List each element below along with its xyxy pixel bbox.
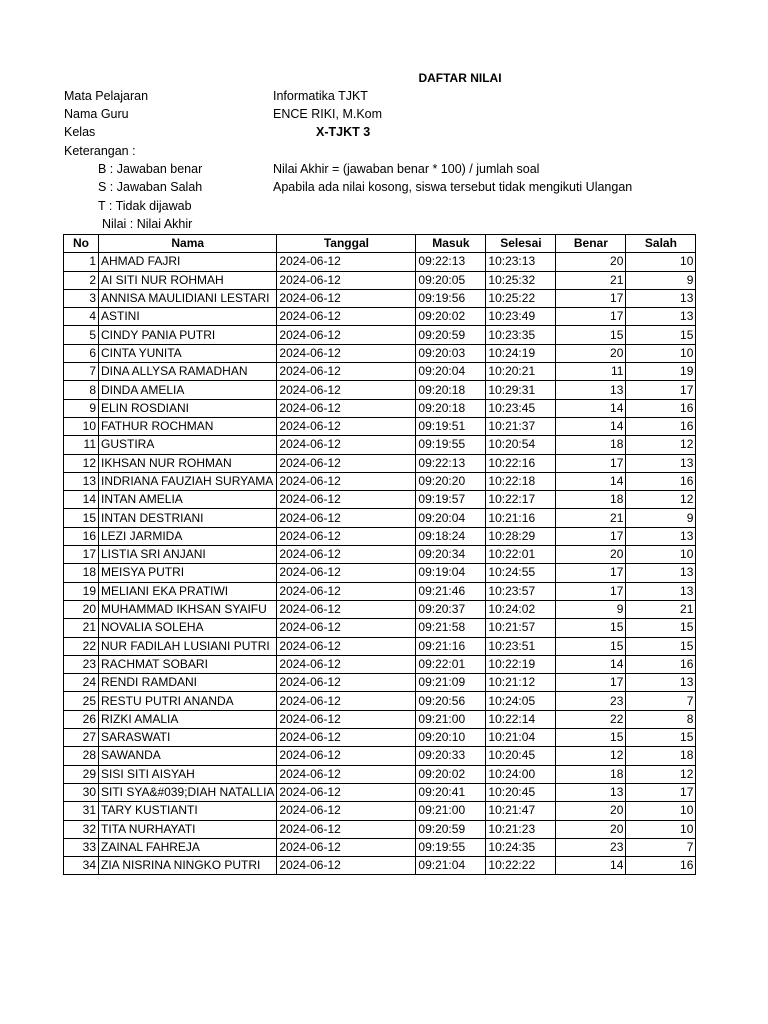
teacher-value: ENCE RIKI, M.Kom	[273, 107, 383, 121]
table-row	[64, 710, 696, 728]
header-selesai: Selesai	[486, 235, 556, 253]
cell-nama: ANNISA MAULIDIANI LESTARI	[99, 289, 277, 307]
table-row	[64, 582, 696, 600]
cell-tanggal: 2024-06-12	[277, 399, 416, 417]
cell-tanggal: 2024-06-12	[277, 783, 416, 801]
cell-masuk: 09:21:04	[416, 857, 486, 875]
table-row	[64, 308, 696, 326]
cell-tanggal: 2024-06-12	[277, 692, 416, 710]
table-row	[64, 363, 696, 381]
table-row	[64, 674, 696, 692]
cell-selesai: 10:21:57	[486, 619, 556, 637]
cell-no: 20	[64, 600, 99, 618]
cell-benar: 9	[556, 600, 626, 618]
cell-salah: 13	[626, 674, 696, 692]
cell-tanggal: 2024-06-12	[277, 509, 416, 527]
cell-no: 1	[64, 253, 99, 271]
cell-no: 5	[64, 326, 99, 344]
table-row	[64, 857, 696, 875]
cell-salah: 12	[626, 436, 696, 454]
cell-benar: 17	[556, 582, 626, 600]
cell-selesai: 10:21:37	[486, 417, 556, 435]
cell-salah: 15	[626, 326, 696, 344]
cell-selesai: 10:21:23	[486, 820, 556, 838]
cell-salah: 10	[626, 253, 696, 271]
cell-no: 17	[64, 546, 99, 564]
cell-salah: 9	[626, 271, 696, 289]
cell-benar: 15	[556, 637, 626, 655]
cell-benar: 17	[556, 674, 626, 692]
cell-tanggal: 2024-06-12	[277, 326, 416, 344]
cell-no: 19	[64, 582, 99, 600]
cell-nama: SAWANDA	[99, 747, 277, 765]
cell-nama: DINA ALLYSA RAMADHAN	[99, 363, 277, 381]
cell-benar: 15	[556, 729, 626, 747]
cell-masuk: 09:19:56	[416, 289, 486, 307]
cell-benar: 14	[556, 417, 626, 435]
cell-no: 30	[64, 783, 99, 801]
cell-masuk: 09:20:03	[416, 344, 486, 362]
cell-benar: 22	[556, 710, 626, 728]
cell-benar: 14	[556, 399, 626, 417]
class-label: Kelas	[64, 125, 96, 139]
cell-salah: 7	[626, 838, 696, 856]
cell-tanggal: 2024-06-12	[277, 655, 416, 673]
cell-no: 10	[64, 417, 99, 435]
cell-tanggal: 2024-06-12	[277, 436, 416, 454]
cell-masuk: 09:18:24	[416, 527, 486, 545]
cell-selesai: 10:23:49	[486, 308, 556, 326]
cell-nama: ASTINI	[99, 308, 277, 326]
cell-no: 18	[64, 564, 99, 582]
cell-selesai: 10:22:18	[486, 472, 556, 490]
cell-salah: 16	[626, 417, 696, 435]
cell-tanggal: 2024-06-12	[277, 546, 416, 564]
cell-benar: 13	[556, 783, 626, 801]
notes-label: Keterangan :	[64, 144, 136, 158]
cell-tanggal: 2024-06-12	[277, 308, 416, 326]
cell-no: 9	[64, 399, 99, 417]
cell-masuk: 09:20:02	[416, 765, 486, 783]
table-row	[64, 253, 696, 271]
cell-benar: 18	[556, 491, 626, 509]
table-row	[64, 619, 696, 637]
cell-no: 27	[64, 729, 99, 747]
cell-nama: SARASWATI	[99, 729, 277, 747]
note-blank: Apabila ada nilai kosong, siswa tersebut tidak mengikuti Ulangan	[273, 180, 633, 194]
cell-nama: TARY KUSTIANTI	[99, 802, 277, 820]
cell-salah: 16	[626, 472, 696, 490]
table-row	[64, 491, 696, 509]
cell-selesai: 10:23:51	[486, 637, 556, 655]
cell-masuk: 09:20:18	[416, 399, 486, 417]
cell-tanggal: 2024-06-12	[277, 363, 416, 381]
cell-benar: 14	[556, 472, 626, 490]
cell-salah: 13	[626, 564, 696, 582]
header-tanggal: Tanggal	[277, 235, 416, 253]
cell-no: 4	[64, 308, 99, 326]
cell-nama: CINDY PANIA PUTRI	[99, 326, 277, 344]
cell-nama: DINDA AMELIA	[99, 381, 277, 399]
cell-tanggal: 2024-06-12	[277, 417, 416, 435]
cell-selesai: 10:20:21	[486, 363, 556, 381]
cell-tanggal: 2024-06-12	[277, 838, 416, 856]
legend-nilai: Nilai : Nilai Akhir	[102, 217, 193, 231]
cell-no: 3	[64, 289, 99, 307]
cell-selesai: 10:23:45	[486, 399, 556, 417]
cell-selesai: 10:24:35	[486, 838, 556, 856]
cell-tanggal: 2024-06-12	[277, 527, 416, 545]
cell-no: 28	[64, 747, 99, 765]
cell-masuk: 09:20:04	[416, 363, 486, 381]
cell-tanggal: 2024-06-12	[277, 472, 416, 490]
cell-selesai: 10:22:19	[486, 655, 556, 673]
cell-masuk: 09:20:37	[416, 600, 486, 618]
table-row	[64, 820, 696, 838]
page-title: DAFTAR NILAI	[418, 71, 502, 85]
cell-salah: 17	[626, 783, 696, 801]
cell-nama: FATHUR ROCHMAN	[99, 417, 277, 435]
cell-nama: RESTU PUTRI ANANDA	[99, 692, 277, 710]
cell-nama: SITI SYA&#039;DIAH NATALLIA	[99, 783, 277, 801]
table-row	[64, 655, 696, 673]
cell-nama: MUHAMMAD IKHSAN SYAIFU	[99, 600, 277, 618]
header-benar: Benar	[556, 235, 626, 253]
cell-selesai: 10:23:35	[486, 326, 556, 344]
cell-benar: 20	[556, 344, 626, 362]
cell-salah: 10	[626, 344, 696, 362]
cell-benar: 12	[556, 747, 626, 765]
cell-benar: 17	[556, 289, 626, 307]
table-row	[64, 417, 696, 435]
cell-no: 21	[64, 619, 99, 637]
cell-selesai: 10:22:14	[486, 710, 556, 728]
cell-tanggal: 2024-06-12	[277, 271, 416, 289]
cell-salah: 17	[626, 381, 696, 399]
cell-nama: LISTIA SRI ANJANI	[99, 546, 277, 564]
cell-selesai: 10:29:31	[486, 381, 556, 399]
table-row	[64, 271, 696, 289]
cell-nama: IKHSAN NUR ROHMAN	[99, 454, 277, 472]
cell-benar: 21	[556, 271, 626, 289]
cell-tanggal: 2024-06-12	[277, 289, 416, 307]
cell-benar: 18	[556, 436, 626, 454]
table-row	[64, 783, 696, 801]
cell-salah: 9	[626, 509, 696, 527]
cell-tanggal: 2024-06-12	[277, 381, 416, 399]
cell-tanggal: 2024-06-12	[277, 637, 416, 655]
cell-masuk: 09:22:13	[416, 253, 486, 271]
cell-salah: 15	[626, 637, 696, 655]
table-row	[64, 326, 696, 344]
cell-nama: GUSTIRA	[99, 436, 277, 454]
subject-value: Informatika TJKT	[273, 89, 368, 103]
cell-salah: 16	[626, 857, 696, 875]
cell-nama: MEISYA PUTRI	[99, 564, 277, 582]
cell-tanggal: 2024-06-12	[277, 253, 416, 271]
cell-masuk: 09:20:59	[416, 326, 486, 344]
cell-benar: 17	[556, 454, 626, 472]
cell-tanggal: 2024-06-12	[277, 619, 416, 637]
cell-tanggal: 2024-06-12	[277, 802, 416, 820]
cell-selesai: 10:24:19	[486, 344, 556, 362]
cell-salah: 13	[626, 308, 696, 326]
cell-selesai: 10:22:16	[486, 454, 556, 472]
table-row	[64, 747, 696, 765]
cell-masuk: 09:20:04	[416, 509, 486, 527]
cell-salah: 21	[626, 600, 696, 618]
table-row	[64, 454, 696, 472]
cell-no: 25	[64, 692, 99, 710]
legend-salah: S : Jawaban Salah	[98, 180, 203, 194]
table-row	[64, 399, 696, 417]
cell-nama: INDRIANA FAUZIAH SURYAMA	[99, 472, 277, 490]
cell-nama: INTAN DESTRIANI	[99, 509, 277, 527]
table-header-row	[64, 235, 696, 253]
cell-masuk: 09:20:33	[416, 747, 486, 765]
cell-nama: ZAINAL FAHREJA	[99, 838, 277, 856]
cell-no: 32	[64, 820, 99, 838]
cell-no: 31	[64, 802, 99, 820]
table-row	[64, 344, 696, 362]
cell-no: 7	[64, 363, 99, 381]
header-no: No	[64, 235, 99, 253]
cell-benar: 17	[556, 564, 626, 582]
cell-masuk: 09:19:51	[416, 417, 486, 435]
cell-tanggal: 2024-06-12	[277, 820, 416, 838]
cell-benar: 23	[556, 838, 626, 856]
cell-tanggal: 2024-06-12	[277, 600, 416, 618]
cell-nama: MELIANI EKA PRATIWI	[99, 582, 277, 600]
cell-nama: TITA NURHAYATI	[99, 820, 277, 838]
cell-salah: 13	[626, 527, 696, 545]
cell-masuk: 09:21:00	[416, 710, 486, 728]
cell-tanggal: 2024-06-12	[277, 582, 416, 600]
cell-tanggal: 2024-06-12	[277, 747, 416, 765]
cell-nama: LEZI JARMIDA	[99, 527, 277, 545]
cell-tanggal: 2024-06-12	[277, 765, 416, 783]
cell-selesai: 10:20:45	[486, 747, 556, 765]
cell-masuk: 09:19:57	[416, 491, 486, 509]
teacher-label: Nama Guru	[64, 107, 129, 121]
cell-benar: 11	[556, 363, 626, 381]
cell-salah: 19	[626, 363, 696, 381]
cell-no: 2	[64, 271, 99, 289]
cell-tanggal: 2024-06-12	[277, 564, 416, 582]
cell-tanggal: 2024-06-12	[277, 729, 416, 747]
cell-masuk: 09:21:16	[416, 637, 486, 655]
table-row	[64, 729, 696, 747]
cell-selesai: 10:22:22	[486, 857, 556, 875]
cell-masuk: 09:20:59	[416, 820, 486, 838]
cell-salah: 15	[626, 619, 696, 637]
cell-salah: 15	[626, 729, 696, 747]
cell-benar: 20	[556, 802, 626, 820]
cell-benar: 15	[556, 619, 626, 637]
cell-tanggal: 2024-06-12	[277, 857, 416, 875]
cell-nama: ELIN ROSDIANI	[99, 399, 277, 417]
cell-nama: SISI SITI AISYAH	[99, 765, 277, 783]
cell-selesai: 10:21:04	[486, 729, 556, 747]
cell-masuk: 09:20:41	[416, 783, 486, 801]
cell-benar: 20	[556, 820, 626, 838]
cell-masuk: 09:22:13	[416, 454, 486, 472]
cell-no: 12	[64, 454, 99, 472]
cell-salah: 18	[626, 747, 696, 765]
cell-benar: 23	[556, 692, 626, 710]
cell-masuk: 09:21:00	[416, 802, 486, 820]
cell-salah: 12	[626, 765, 696, 783]
cell-selesai: 10:21:47	[486, 802, 556, 820]
cell-no: 16	[64, 527, 99, 545]
cell-masuk: 09:21:46	[416, 582, 486, 600]
cell-salah: 12	[626, 491, 696, 509]
header-masuk: Masuk	[416, 235, 486, 253]
cell-benar: 17	[556, 527, 626, 545]
cell-benar: 13	[556, 381, 626, 399]
cell-nama: NOVALIA SOLEHA	[99, 619, 277, 637]
cell-no: 11	[64, 436, 99, 454]
cell-nama: AHMAD FAJRI	[99, 253, 277, 271]
table-row	[64, 765, 696, 783]
table-row	[64, 381, 696, 399]
cell-salah: 16	[626, 655, 696, 673]
cell-no: 8	[64, 381, 99, 399]
cell-masuk: 09:19:55	[416, 838, 486, 856]
cell-masuk: 09:20:34	[416, 546, 486, 564]
cell-tanggal: 2024-06-12	[277, 454, 416, 472]
table-row	[64, 527, 696, 545]
cell-masuk: 09:20:05	[416, 271, 486, 289]
legend-tidak-dijawab: T : Tidak dijawab	[98, 199, 192, 213]
cell-tanggal: 2024-06-12	[277, 710, 416, 728]
table-row	[64, 692, 696, 710]
cell-masuk: 09:20:02	[416, 308, 486, 326]
legend-benar: B : Jawaban benar	[98, 162, 203, 176]
cell-selesai: 10:22:17	[486, 491, 556, 509]
cell-selesai: 10:20:54	[486, 436, 556, 454]
table-row	[64, 600, 696, 618]
cell-selesai: 10:24:55	[486, 564, 556, 582]
cell-no: 26	[64, 710, 99, 728]
cell-salah: 13	[626, 454, 696, 472]
cell-benar: 14	[556, 655, 626, 673]
cell-no: 14	[64, 491, 99, 509]
cell-benar: 21	[556, 509, 626, 527]
cell-selesai: 10:25:32	[486, 271, 556, 289]
cell-masuk: 09:21:09	[416, 674, 486, 692]
cell-no: 33	[64, 838, 99, 856]
cell-no: 23	[64, 655, 99, 673]
cell-benar: 20	[556, 253, 626, 271]
cell-tanggal: 2024-06-12	[277, 674, 416, 692]
cell-tanggal: 2024-06-12	[277, 344, 416, 362]
cell-masuk: 09:22:01	[416, 655, 486, 673]
cell-salah: 13	[626, 582, 696, 600]
cell-nama: ZIA NISRINA NINGKO PUTRI	[99, 857, 277, 875]
cell-benar: 18	[556, 765, 626, 783]
cell-nama: CINTA YUNITA	[99, 344, 277, 362]
cell-selesai: 10:21:16	[486, 509, 556, 527]
cell-masuk: 09:19:55	[416, 436, 486, 454]
cell-masuk: 09:19:04	[416, 564, 486, 582]
header-salah: Salah	[626, 235, 696, 253]
cell-selesai: 10:22:01	[486, 546, 556, 564]
cell-no: 29	[64, 765, 99, 783]
cell-salah: 16	[626, 399, 696, 417]
cell-nama: AI SITI NUR ROHMAH	[99, 271, 277, 289]
cell-salah: 13	[626, 289, 696, 307]
cell-selesai: 10:25:22	[486, 289, 556, 307]
table-row	[64, 289, 696, 307]
cell-benar: 14	[556, 857, 626, 875]
cell-selesai: 10:23:57	[486, 582, 556, 600]
cell-nama: RIZKI AMALIA	[99, 710, 277, 728]
cell-no: 6	[64, 344, 99, 362]
cell-selesai: 10:28:29	[486, 527, 556, 545]
subject-label: Mata Pelajaran	[64, 89, 149, 103]
cell-selesai: 10:24:02	[486, 600, 556, 618]
cell-benar: 20	[556, 546, 626, 564]
score-table	[63, 234, 696, 875]
cell-nama: RENDI RAMDANI	[99, 674, 277, 692]
cell-salah: 8	[626, 710, 696, 728]
table-row	[64, 546, 696, 564]
cell-masuk: 09:20:20	[416, 472, 486, 490]
cell-nama: INTAN AMELIA	[99, 491, 277, 509]
cell-nama: NUR FADILAH LUSIANI PUTRI	[99, 637, 277, 655]
cell-no: 13	[64, 472, 99, 490]
table-row	[64, 472, 696, 490]
cell-salah: 10	[626, 546, 696, 564]
cell-masuk: 09:20:56	[416, 692, 486, 710]
cell-masuk: 09:20:18	[416, 381, 486, 399]
cell-selesai: 10:24:05	[486, 692, 556, 710]
cell-masuk: 09:21:58	[416, 619, 486, 637]
cell-selesai: 10:20:45	[486, 783, 556, 801]
class-value: X-TJKT 3	[316, 125, 371, 139]
table-row	[64, 802, 696, 820]
cell-no: 24	[64, 674, 99, 692]
note-formula: Nilai Akhir = (jawaban benar * 100) / jumlah soal	[273, 162, 540, 176]
table-row	[64, 436, 696, 454]
cell-salah: 10	[626, 802, 696, 820]
table-row	[64, 509, 696, 527]
table-row	[64, 637, 696, 655]
cell-salah: 7	[626, 692, 696, 710]
cell-benar: 15	[556, 326, 626, 344]
table-row	[64, 564, 696, 582]
table-row	[64, 838, 696, 856]
cell-no: 34	[64, 857, 99, 875]
cell-salah: 10	[626, 820, 696, 838]
cell-no: 22	[64, 637, 99, 655]
cell-no: 15	[64, 509, 99, 527]
cell-selesai: 10:21:12	[486, 674, 556, 692]
cell-nama: RACHMAT SOBARI	[99, 655, 277, 673]
cell-tanggal: 2024-06-12	[277, 491, 416, 509]
header-nama: Nama	[99, 235, 277, 253]
cell-masuk: 09:20:10	[416, 729, 486, 747]
cell-selesai: 10:24:00	[486, 765, 556, 783]
cell-selesai: 10:23:13	[486, 253, 556, 271]
cell-benar: 17	[556, 308, 626, 326]
